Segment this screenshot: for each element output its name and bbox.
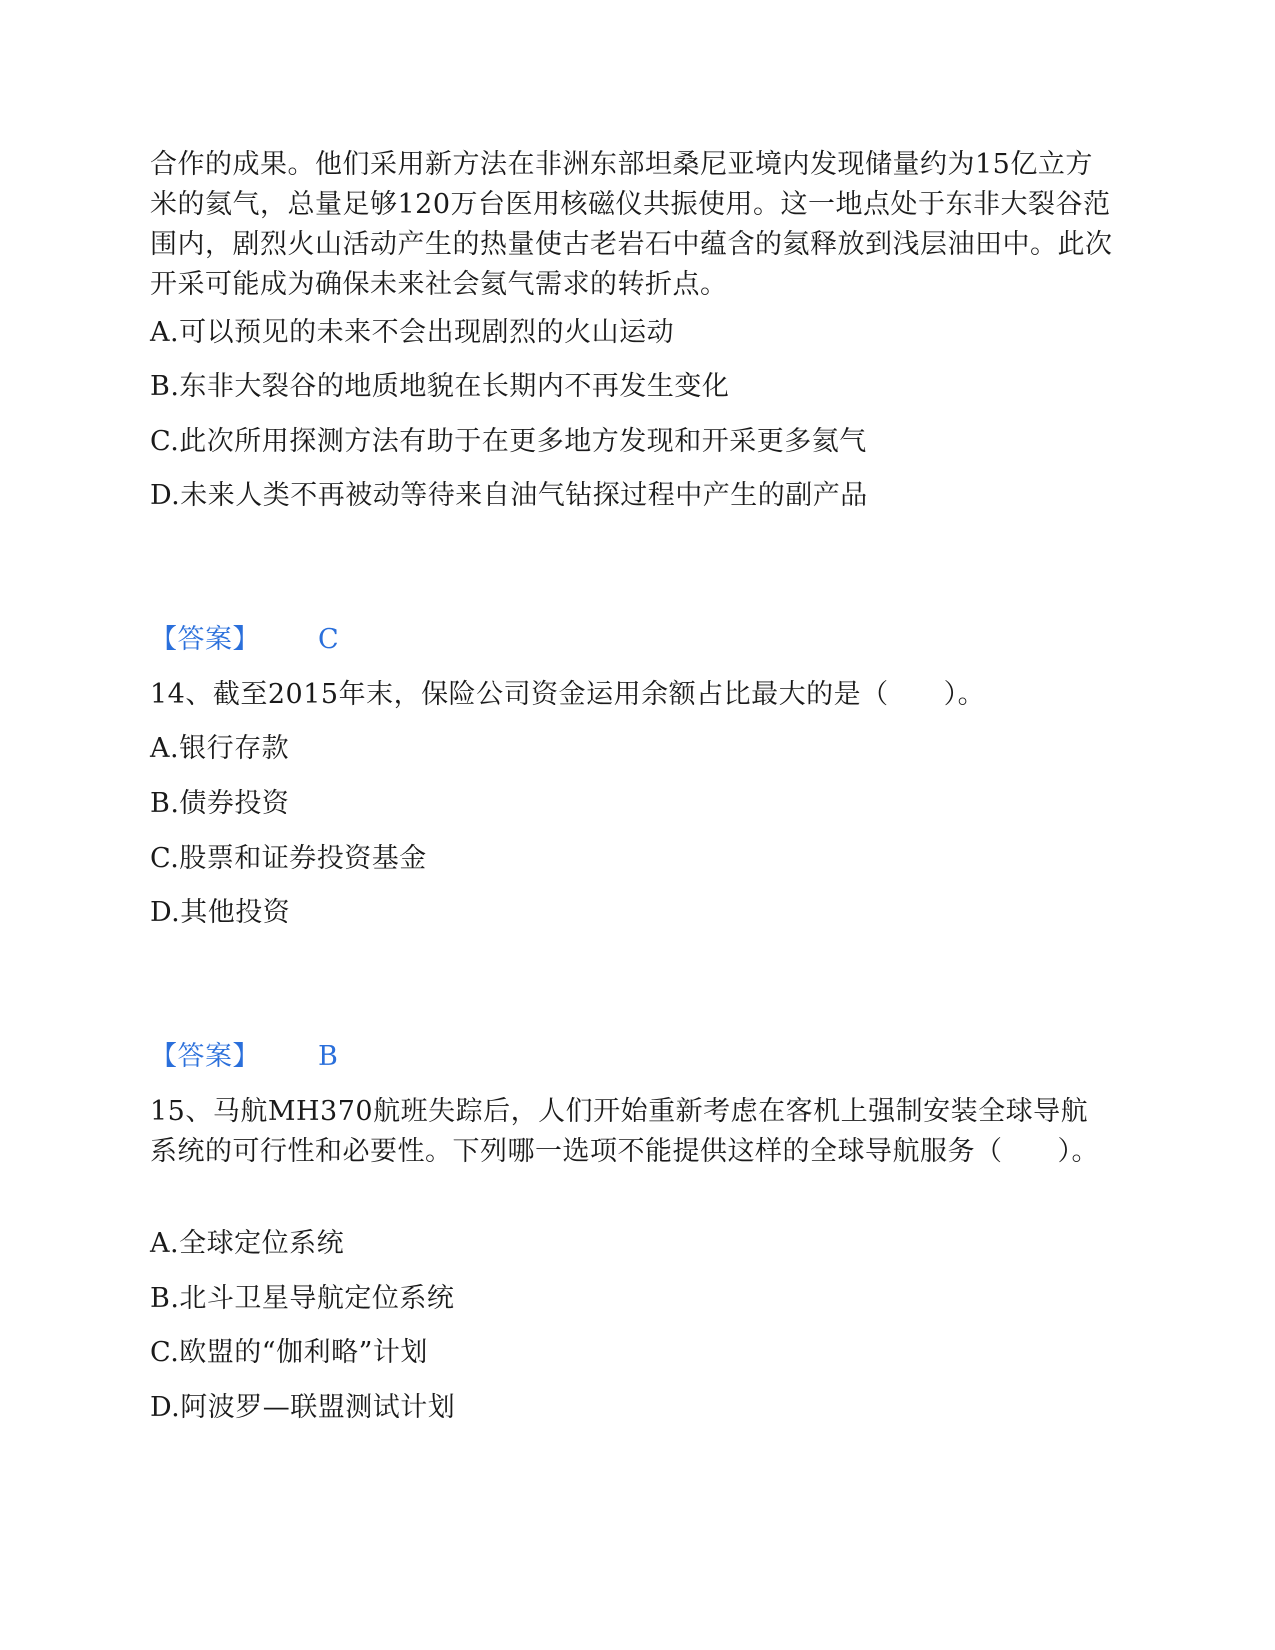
- q15-option-c: C.欧盟的“伽利略”计划: [150, 1337, 428, 1368]
- q14-answer: [150, 1037, 1115, 1077]
- answer-value: C: [318, 624, 340, 655]
- q14-stem: 14、截至2015年末，保险公司资金运用余额占比最大的是（ ）。: [150, 679, 986, 710]
- q13-option-c: C.此次所用探测方法有助于在更多地方发现和开采更多氦气: [150, 426, 867, 457]
- answer-value: B: [318, 1041, 339, 1072]
- q13-continuation-text: 合作的成果。他们采用新方法在非洲东部坦桑尼亚境内发现储量约为15亿立方米的氦气，总量足够120万台医用核磁仪共振使用。这一地点处于东非大裂谷范围内，剧烈火山活动产生的热量使古老岩石中蕴含的氦释放到浅层油田中。此次开采可能成为确保未来社会氦气需求的转折点。: [150, 149, 1113, 300]
- q13-option-a: A.可以预见的未来不会出现剧烈的火山运动: [150, 317, 675, 348]
- answer-label: 【答案】: [150, 1041, 260, 1072]
- q14-option-d: D.其他投资: [150, 897, 291, 928]
- answer-label: 【答案】: [150, 624, 260, 655]
- q15-option-a: A.全球定位系统: [150, 1228, 345, 1259]
- q13-answer: [150, 620, 1115, 660]
- q14-option-a: A.银行存款: [150, 733, 290, 764]
- q14-option-b: B.债券投资: [150, 788, 290, 819]
- q13-option-b: B.东非大裂谷的地质地貌在长期内不再发生变化: [150, 371, 730, 402]
- q15-option-b: B.北斗卫星导航定位系统: [150, 1283, 455, 1314]
- q14-option-c: C.股票和证券投资基金: [150, 843, 427, 874]
- q15-option-d: D.阿波罗—联盟测试计划: [150, 1392, 456, 1423]
- q13-option-d: D.未来人类不再被动等待来自油气钻探过程中产生的副产品: [150, 480, 868, 511]
- q15-stem: 15、马航MH370航班失踪后，人们开始重新考虑在客机上强制安装全球导航系统的可行性和必要性。下列哪一选项不能提供这样的全球导航服务（ ）。: [150, 1096, 1099, 1167]
